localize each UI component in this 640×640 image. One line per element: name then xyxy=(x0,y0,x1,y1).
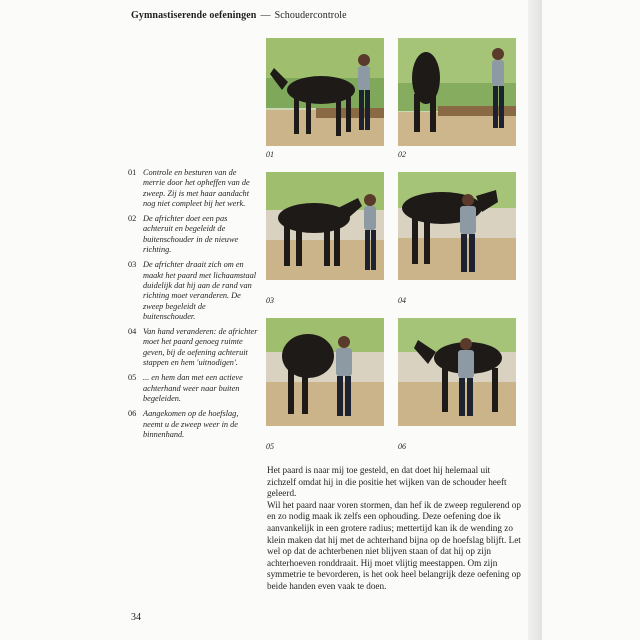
caption-number: 02 xyxy=(128,214,137,224)
photo-01-image xyxy=(266,38,384,146)
photo-05-image xyxy=(266,318,384,426)
page-edge xyxy=(528,0,542,640)
photo-label-06: 06 xyxy=(398,442,406,451)
photo-02-image xyxy=(398,38,516,146)
body-paragraph-1: Het paard is naar mij toe gesteld, en dat doet hij helemaal uit zichzelf omdat hij in die positie het wijken van de schouder heeft geleerd. xyxy=(267,465,507,499)
caption-03 xyxy=(128,260,258,322)
caption-text: ... en hem dan met een actieve achterhand weer naar buiten begeleiden. xyxy=(143,373,243,403)
caption-number: 06 xyxy=(128,409,137,419)
caption-01 xyxy=(128,168,258,209)
caption-05 xyxy=(128,373,258,404)
caption-text: Controle en besturen van de merrie door het opheffen van de zweep. Zij is met haar aandacht nog niet compleet bij het werk. xyxy=(143,168,250,208)
photo-04 xyxy=(398,172,516,280)
photo-label-04: 04 xyxy=(398,296,406,305)
body-text xyxy=(267,465,521,593)
header-section: Schoudercontrole xyxy=(274,10,347,21)
caption-04 xyxy=(128,327,258,368)
photo-captions xyxy=(128,168,258,445)
caption-text: Aangekomen op de hoefslag, neemt u de zweep weer in de binnenhand. xyxy=(143,409,239,439)
photo-03 xyxy=(266,172,384,280)
photo-06 xyxy=(398,318,516,426)
caption-text: De africhter doet een pas achteruit en begeleidt de buitenschouder in de nieuwe richting. xyxy=(143,214,239,255)
photo-02 xyxy=(398,38,516,146)
header-separator: — xyxy=(260,10,271,21)
page-number: 34 xyxy=(131,612,141,623)
photo-04-image xyxy=(398,172,516,280)
caption-06 xyxy=(128,409,258,440)
caption-number: 04 xyxy=(128,327,137,337)
photo-06-image xyxy=(398,318,516,426)
running-header xyxy=(131,10,347,21)
photo-01 xyxy=(266,38,384,146)
caption-number: 05 xyxy=(128,373,137,383)
caption-text: Van hand veranderen: de africhter moet het paard genoeg ruimte geven, bij de oefening achteruit stappen en hem 'uitnodigen'. xyxy=(143,327,258,368)
caption-number: 01 xyxy=(128,168,137,177)
photo-label-05: 05 xyxy=(266,442,274,451)
photo-label-03: 03 xyxy=(266,296,274,305)
body-paragraph-2: Wil het paard naar voren stormen, dan hef ik de zweep regulerend op en zo nodig maak ik zelfs een ophouding. Deze oefening doe ik aanvankelijk in een grotere radius; mettertijd kan ik de wending zo klein maken dat hij met de achterhand bijna op de hoefslag blijft. Let wel op dat de achterbenen niet blijven staan of dat hij op zijn achterhoeven ronddraait. Hij moet vlijtig meestappen. Om zijn symmetrie te bevorderen, is het ook heel belangrijk deze oefening op beide handen even vaak te doen. xyxy=(267,499,521,591)
caption-number: 03 xyxy=(128,260,137,270)
caption-02 xyxy=(128,214,258,255)
photo-05 xyxy=(266,318,384,426)
photo-label-01: 01 xyxy=(266,150,274,159)
photo-03-image xyxy=(266,172,384,280)
caption-text: De africhter draait zich om en maakt het paard met lichaamstaal duidelijk dat hij aan de rand van richting moet veranderen. De zweep begeleidt de buitenschouder. xyxy=(143,260,257,321)
header-title: Gymnastiserende oefeningen xyxy=(131,10,257,21)
photo-label-02: 02 xyxy=(398,150,406,159)
